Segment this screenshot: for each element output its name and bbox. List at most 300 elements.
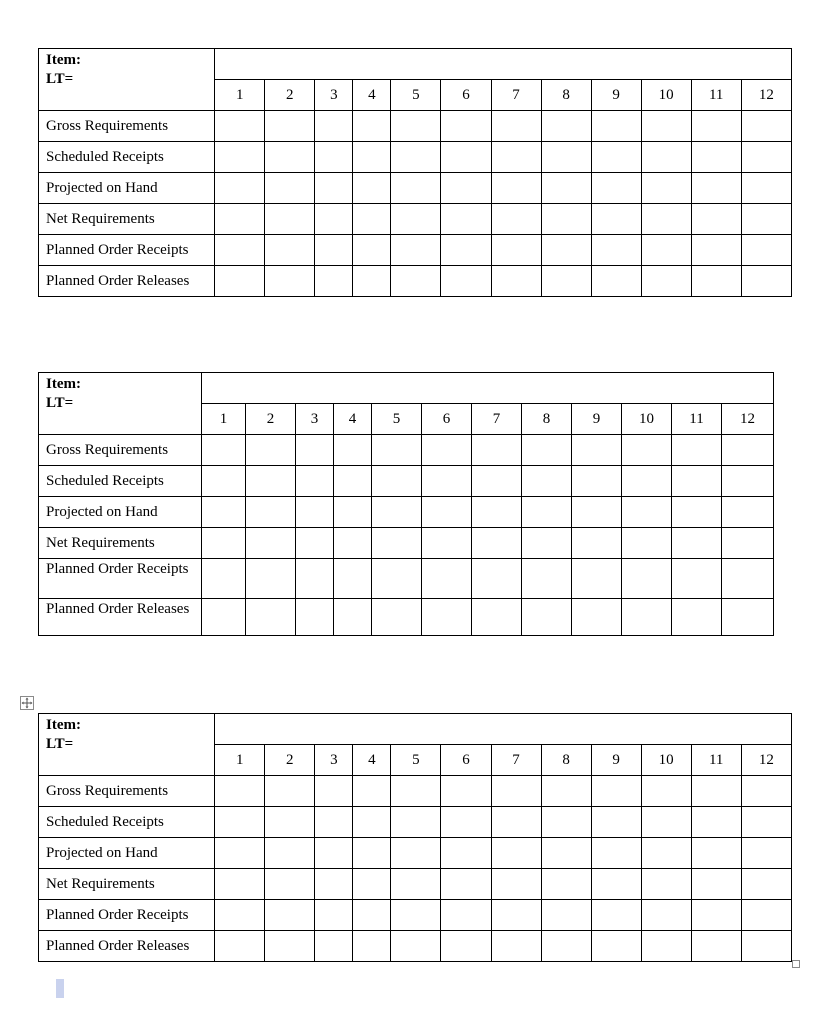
period-cell[interactable]: 8 xyxy=(541,80,591,111)
data-cell[interactable] xyxy=(353,173,391,204)
data-cell[interactable] xyxy=(215,931,265,962)
period-cell[interactable]: 9 xyxy=(591,745,641,776)
item-name-cell[interactable] xyxy=(202,373,774,404)
row-label[interactable]: Planned Order Releases xyxy=(39,931,215,962)
data-cell[interactable] xyxy=(422,466,472,497)
item-name-cell[interactable] xyxy=(215,49,792,80)
data-cell[interactable] xyxy=(572,528,622,559)
data-cell[interactable] xyxy=(202,497,246,528)
data-cell[interactable] xyxy=(522,435,572,466)
data-cell[interactable] xyxy=(722,497,774,528)
data-cell[interactable] xyxy=(691,776,741,807)
row-label[interactable]: Planned Order Receipts xyxy=(39,235,215,266)
period-cell[interactable]: 9 xyxy=(591,80,641,111)
item-label: Item: xyxy=(46,376,81,392)
row-label[interactable]: Net Requirements xyxy=(39,528,202,559)
period-cell[interactable]: 10 xyxy=(622,404,672,435)
data-cell[interactable] xyxy=(541,235,591,266)
data-cell[interactable] xyxy=(541,204,591,235)
data-cell[interactable] xyxy=(246,559,296,599)
data-cell[interactable] xyxy=(491,235,541,266)
data-cell[interactable] xyxy=(672,599,722,636)
data-cell[interactable] xyxy=(691,869,741,900)
data-cell[interactable] xyxy=(441,266,491,297)
row-label[interactable]: Projected on Hand xyxy=(39,838,215,869)
data-cell[interactable] xyxy=(265,204,315,235)
data-cell[interactable] xyxy=(741,173,791,204)
data-cell[interactable] xyxy=(491,142,541,173)
data-cell[interactable] xyxy=(202,466,246,497)
data-cell[interactable] xyxy=(296,497,334,528)
data-cell[interactable] xyxy=(265,142,315,173)
period-cell[interactable]: 3 xyxy=(315,745,353,776)
data-cell[interactable] xyxy=(265,776,315,807)
data-cell[interactable] xyxy=(491,266,541,297)
data-cell[interactable] xyxy=(215,111,265,142)
data-cell[interactable] xyxy=(441,776,491,807)
data-cell[interactable] xyxy=(522,528,572,559)
period-cell[interactable]: 6 xyxy=(441,80,491,111)
data-cell[interactable] xyxy=(541,807,591,838)
data-cell[interactable] xyxy=(622,435,672,466)
data-cell[interactable] xyxy=(491,900,541,931)
data-cell[interactable] xyxy=(641,900,691,931)
row-label[interactable]: Scheduled Receipts xyxy=(39,142,215,173)
data-cell[interactable] xyxy=(591,204,641,235)
data-cell[interactable] xyxy=(372,559,422,599)
data-cell[interactable] xyxy=(202,435,246,466)
data-cell[interactable] xyxy=(441,111,491,142)
data-cell[interactable] xyxy=(315,869,353,900)
data-cell[interactable] xyxy=(541,931,591,962)
data-cell[interactable] xyxy=(641,142,691,173)
item-label: Item: xyxy=(46,52,81,68)
data-cell[interactable] xyxy=(541,142,591,173)
data-cell[interactable] xyxy=(641,807,691,838)
period-cell[interactable]: 11 xyxy=(691,80,741,111)
data-cell[interactable] xyxy=(353,776,391,807)
period-cell[interactable]: 3 xyxy=(315,80,353,111)
data-cell[interactable] xyxy=(391,173,441,204)
data-cell[interactable] xyxy=(672,528,722,559)
data-cell[interactable] xyxy=(591,235,641,266)
data-cell[interactable] xyxy=(572,559,622,599)
item-lt-header[interactable] xyxy=(39,714,215,776)
data-cell[interactable] xyxy=(315,838,353,869)
data-cell[interactable] xyxy=(441,142,491,173)
data-cell[interactable] xyxy=(491,807,541,838)
data-cell[interactable] xyxy=(265,235,315,266)
data-cell[interactable] xyxy=(672,497,722,528)
data-cell[interactable] xyxy=(622,466,672,497)
data-cell[interactable] xyxy=(353,235,391,266)
row-label[interactable]: Planned Order Releases xyxy=(39,599,202,636)
mrp-table-1 xyxy=(38,48,792,297)
data-cell[interactable] xyxy=(422,528,472,559)
data-cell[interactable] xyxy=(472,599,522,636)
data-cell[interactable] xyxy=(202,528,246,559)
data-cell[interactable] xyxy=(391,900,441,931)
period-cell[interactable]: 5 xyxy=(391,80,441,111)
data-cell[interactable] xyxy=(372,599,422,636)
period-cell[interactable]: 5 xyxy=(391,745,441,776)
period-cell[interactable]: 1 xyxy=(215,745,265,776)
period-cell[interactable]: 1 xyxy=(202,404,246,435)
data-cell[interactable] xyxy=(691,235,741,266)
data-cell[interactable] xyxy=(541,111,591,142)
data-cell[interactable] xyxy=(741,807,791,838)
data-cell[interactable] xyxy=(541,266,591,297)
data-cell[interactable] xyxy=(741,235,791,266)
row-label[interactable]: Net Requirements xyxy=(39,869,215,900)
data-cell[interactable] xyxy=(691,807,741,838)
data-cell[interactable] xyxy=(391,807,441,838)
data-cell[interactable] xyxy=(315,900,353,931)
data-cell[interactable] xyxy=(741,869,791,900)
data-cell[interactable] xyxy=(491,931,541,962)
data-cell[interactable] xyxy=(372,466,422,497)
data-cell[interactable] xyxy=(741,931,791,962)
data-cell[interactable] xyxy=(353,931,391,962)
item-lt-header[interactable] xyxy=(39,373,202,435)
data-cell[interactable] xyxy=(315,235,353,266)
data-cell[interactable] xyxy=(265,111,315,142)
data-cell[interactable] xyxy=(391,204,441,235)
data-cell[interactable] xyxy=(315,142,353,173)
data-cell[interactable] xyxy=(522,559,572,599)
data-cell[interactable] xyxy=(591,838,641,869)
data-cell[interactable] xyxy=(541,173,591,204)
data-cell[interactable] xyxy=(334,528,372,559)
data-cell[interactable] xyxy=(246,466,296,497)
period-cell[interactable]: 1 xyxy=(215,80,265,111)
row-label[interactable]: Scheduled Receipts xyxy=(39,807,215,838)
row-label[interactable]: Gross Requirements xyxy=(39,435,202,466)
data-cell[interactable] xyxy=(202,599,246,636)
data-cell[interactable] xyxy=(315,204,353,235)
data-cell[interactable] xyxy=(334,559,372,599)
data-cell[interactable] xyxy=(315,931,353,962)
data-cell[interactable] xyxy=(741,900,791,931)
row-label[interactable]: Net Requirements xyxy=(39,204,215,235)
row-label[interactable]: Projected on Hand xyxy=(39,497,202,528)
lt-label: LT= xyxy=(46,395,74,411)
data-cell[interactable] xyxy=(541,869,591,900)
projected-on-hand-row xyxy=(39,497,774,528)
data-cell[interactable] xyxy=(215,776,265,807)
data-cell[interactable] xyxy=(353,900,391,931)
planned-order-releases-row xyxy=(39,931,792,962)
planned-order-receipts-row xyxy=(39,559,774,599)
period-cell[interactable]: 4 xyxy=(353,745,391,776)
net-requirements-row xyxy=(39,204,792,235)
data-cell[interactable] xyxy=(422,559,472,599)
data-cell[interactable] xyxy=(265,900,315,931)
period-cell[interactable]: 12 xyxy=(741,80,791,111)
data-cell[interactable] xyxy=(591,807,641,838)
data-cell[interactable] xyxy=(296,435,334,466)
period-cell[interactable]: 2 xyxy=(265,745,315,776)
table-move-handle[interactable] xyxy=(20,696,34,710)
data-cell[interactable] xyxy=(672,559,722,599)
data-cell[interactable] xyxy=(591,173,641,204)
data-cell[interactable] xyxy=(591,900,641,931)
row-label[interactable]: Projected on Hand xyxy=(39,173,215,204)
scheduled-receipts-row xyxy=(39,807,792,838)
data-cell[interactable] xyxy=(315,776,353,807)
data-cell[interactable] xyxy=(472,466,522,497)
data-cell[interactable] xyxy=(353,838,391,869)
data-cell[interactable] xyxy=(641,235,691,266)
row-label[interactable]: Planned Order Receipts xyxy=(39,559,202,599)
data-cell[interactable] xyxy=(741,204,791,235)
period-cell[interactable]: 2 xyxy=(265,80,315,111)
data-cell[interactable] xyxy=(672,435,722,466)
planned-order-receipts-row xyxy=(39,900,792,931)
period-cell[interactable]: 7 xyxy=(491,745,541,776)
data-cell[interactable] xyxy=(622,497,672,528)
lt-label: LT= xyxy=(46,71,74,87)
data-cell[interactable] xyxy=(522,497,572,528)
data-cell[interactable] xyxy=(215,235,265,266)
data-cell[interactable] xyxy=(315,111,353,142)
move-arrows-icon xyxy=(21,697,33,709)
data-cell[interactable] xyxy=(315,266,353,297)
data-cell[interactable] xyxy=(622,599,672,636)
data-cell[interactable] xyxy=(391,776,441,807)
data-cell[interactable] xyxy=(334,435,372,466)
item-label: Item: xyxy=(46,717,81,733)
data-cell[interactable] xyxy=(522,466,572,497)
data-cell[interactable] xyxy=(441,931,491,962)
data-cell[interactable] xyxy=(541,900,591,931)
data-cell[interactable] xyxy=(491,776,541,807)
data-cell[interactable] xyxy=(215,266,265,297)
row-label[interactable]: Gross Requirements xyxy=(39,776,215,807)
data-cell[interactable] xyxy=(441,869,491,900)
data-cell[interactable] xyxy=(391,869,441,900)
data-cell[interactable] xyxy=(722,466,774,497)
data-cell[interactable] xyxy=(215,869,265,900)
period-cell[interactable]: 5 xyxy=(372,404,422,435)
data-cell[interactable] xyxy=(315,173,353,204)
data-cell[interactable] xyxy=(246,497,296,528)
data-cell[interactable] xyxy=(491,111,541,142)
data-cell[interactable] xyxy=(215,900,265,931)
item-lt-header[interactable] xyxy=(39,49,215,111)
data-cell[interactable] xyxy=(391,838,441,869)
data-cell[interactable] xyxy=(265,838,315,869)
item-name-cell[interactable] xyxy=(215,714,792,745)
data-cell[interactable] xyxy=(422,435,472,466)
data-cell[interactable] xyxy=(372,528,422,559)
period-cell[interactable]: 7 xyxy=(472,404,522,435)
data-cell[interactable] xyxy=(265,807,315,838)
mrp-table-2 xyxy=(38,372,774,636)
data-cell[interactable] xyxy=(622,528,672,559)
data-cell[interactable] xyxy=(296,466,334,497)
data-cell[interactable] xyxy=(691,900,741,931)
data-cell[interactable] xyxy=(541,776,591,807)
data-cell[interactable] xyxy=(334,466,372,497)
data-cell[interactable] xyxy=(691,266,741,297)
data-cell[interactable] xyxy=(246,435,296,466)
data-cell[interactable] xyxy=(591,931,641,962)
period-cell[interactable]: 4 xyxy=(353,80,391,111)
gross-requirements-row xyxy=(39,111,792,142)
data-cell[interactable] xyxy=(353,807,391,838)
data-cell[interactable] xyxy=(491,204,541,235)
data-cell[interactable] xyxy=(691,173,741,204)
data-cell[interactable] xyxy=(522,599,572,636)
data-cell[interactable] xyxy=(691,111,741,142)
data-cell[interactable] xyxy=(741,111,791,142)
row-label[interactable]: Planned Order Releases xyxy=(39,266,215,297)
data-cell[interactable] xyxy=(441,900,491,931)
data-cell[interactable] xyxy=(441,235,491,266)
data-cell[interactable] xyxy=(741,838,791,869)
data-cell[interactable] xyxy=(441,204,491,235)
row-label[interactable]: Scheduled Receipts xyxy=(39,466,202,497)
data-cell[interactable] xyxy=(472,435,522,466)
data-cell[interactable] xyxy=(391,931,441,962)
data-cell[interactable] xyxy=(246,528,296,559)
data-cell[interactable] xyxy=(472,559,522,599)
data-cell[interactable] xyxy=(422,497,472,528)
data-cell[interactable] xyxy=(391,111,441,142)
data-cell[interactable] xyxy=(215,838,265,869)
data-cell[interactable] xyxy=(572,599,622,636)
data-cell[interactable] xyxy=(215,173,265,204)
data-cell[interactable] xyxy=(391,142,441,173)
period-cell[interactable]: 8 xyxy=(541,745,591,776)
data-cell[interactable] xyxy=(353,142,391,173)
data-cell[interactable] xyxy=(265,869,315,900)
data-cell[interactable] xyxy=(741,266,791,297)
data-cell[interactable] xyxy=(215,142,265,173)
period-cell[interactable]: 2 xyxy=(246,404,296,435)
data-cell[interactable] xyxy=(641,111,691,142)
period-cell[interactable]: 4 xyxy=(334,404,372,435)
period-cell[interactable]: 8 xyxy=(522,404,572,435)
data-cell[interactable] xyxy=(491,838,541,869)
data-cell[interactable] xyxy=(691,931,741,962)
data-cell[interactable] xyxy=(591,142,641,173)
data-cell[interactable] xyxy=(265,931,315,962)
data-cell[interactable] xyxy=(215,807,265,838)
planned-order-releases-row xyxy=(39,599,774,636)
data-cell[interactable] xyxy=(265,173,315,204)
data-cell[interactable] xyxy=(472,497,522,528)
data-cell[interactable] xyxy=(296,599,334,636)
net-requirements-row xyxy=(39,869,792,900)
data-cell[interactable] xyxy=(591,111,641,142)
data-cell[interactable] xyxy=(741,776,791,807)
data-cell[interactable] xyxy=(741,142,791,173)
data-cell[interactable] xyxy=(265,266,315,297)
data-cell[interactable] xyxy=(334,599,372,636)
data-cell[interactable] xyxy=(491,869,541,900)
row-label[interactable]: Gross Requirements xyxy=(39,111,215,142)
period-cell[interactable]: 6 xyxy=(441,745,491,776)
period-cell[interactable]: 11 xyxy=(691,745,741,776)
row-label[interactable]: Planned Order Receipts xyxy=(39,900,215,931)
period-cell[interactable]: 9 xyxy=(572,404,622,435)
data-cell[interactable] xyxy=(722,528,774,559)
data-cell[interactable] xyxy=(391,266,441,297)
mrp-table-3 xyxy=(38,713,792,962)
data-cell[interactable] xyxy=(691,142,741,173)
data-cell[interactable] xyxy=(441,807,491,838)
data-cell[interactable] xyxy=(353,266,391,297)
period-cell[interactable]: 10 xyxy=(641,80,691,111)
data-cell[interactable] xyxy=(622,559,672,599)
data-cell[interactable] xyxy=(591,776,641,807)
data-cell[interactable] xyxy=(296,528,334,559)
period-cell[interactable]: 12 xyxy=(741,745,791,776)
scheduled-receipts-row xyxy=(39,466,774,497)
data-cell[interactable] xyxy=(491,173,541,204)
data-cell[interactable] xyxy=(641,204,691,235)
data-cell[interactable] xyxy=(441,173,491,204)
data-cell[interactable] xyxy=(572,497,622,528)
data-cell[interactable] xyxy=(353,869,391,900)
period-cell[interactable]: 7 xyxy=(491,80,541,111)
data-cell[interactable] xyxy=(353,111,391,142)
data-cell[interactable] xyxy=(422,599,472,636)
data-cell[interactable] xyxy=(202,559,246,599)
data-cell[interactable] xyxy=(391,235,441,266)
data-cell[interactable] xyxy=(641,838,691,869)
data-cell[interactable] xyxy=(691,204,741,235)
data-cell[interactable] xyxy=(334,497,372,528)
data-cell[interactable] xyxy=(246,599,296,636)
data-cell[interactable] xyxy=(641,869,691,900)
data-cell[interactable] xyxy=(372,497,422,528)
period-cell[interactable]: 12 xyxy=(722,404,774,435)
period-cell[interactable]: 11 xyxy=(672,404,722,435)
data-cell[interactable] xyxy=(441,838,491,869)
data-cell[interactable] xyxy=(641,266,691,297)
data-cell[interactable] xyxy=(296,559,334,599)
data-cell[interactable] xyxy=(372,435,422,466)
data-cell[interactable] xyxy=(641,931,691,962)
data-cell[interactable] xyxy=(591,266,641,297)
period-cell[interactable]: 10 xyxy=(641,745,691,776)
gross-requirements-row xyxy=(39,435,774,466)
data-cell[interactable] xyxy=(641,173,691,204)
period-cell[interactable]: 6 xyxy=(422,404,472,435)
data-cell[interactable] xyxy=(672,466,722,497)
data-cell[interactable] xyxy=(215,204,265,235)
data-cell[interactable] xyxy=(572,435,622,466)
planned-order-receipts-row xyxy=(39,235,792,266)
data-cell[interactable] xyxy=(722,559,774,599)
data-cell[interactable] xyxy=(591,869,641,900)
data-cell[interactable] xyxy=(541,838,591,869)
data-cell[interactable] xyxy=(641,776,691,807)
period-cell[interactable]: 3 xyxy=(296,404,334,435)
text-cursor[interactable] xyxy=(56,979,64,998)
data-cell[interactable] xyxy=(472,528,522,559)
data-cell[interactable] xyxy=(353,204,391,235)
data-cell[interactable] xyxy=(722,435,774,466)
data-cell[interactable] xyxy=(722,599,774,636)
data-cell[interactable] xyxy=(572,466,622,497)
data-cell[interactable] xyxy=(315,807,353,838)
table-resize-handle[interactable] xyxy=(792,960,800,968)
data-cell[interactable] xyxy=(691,838,741,869)
